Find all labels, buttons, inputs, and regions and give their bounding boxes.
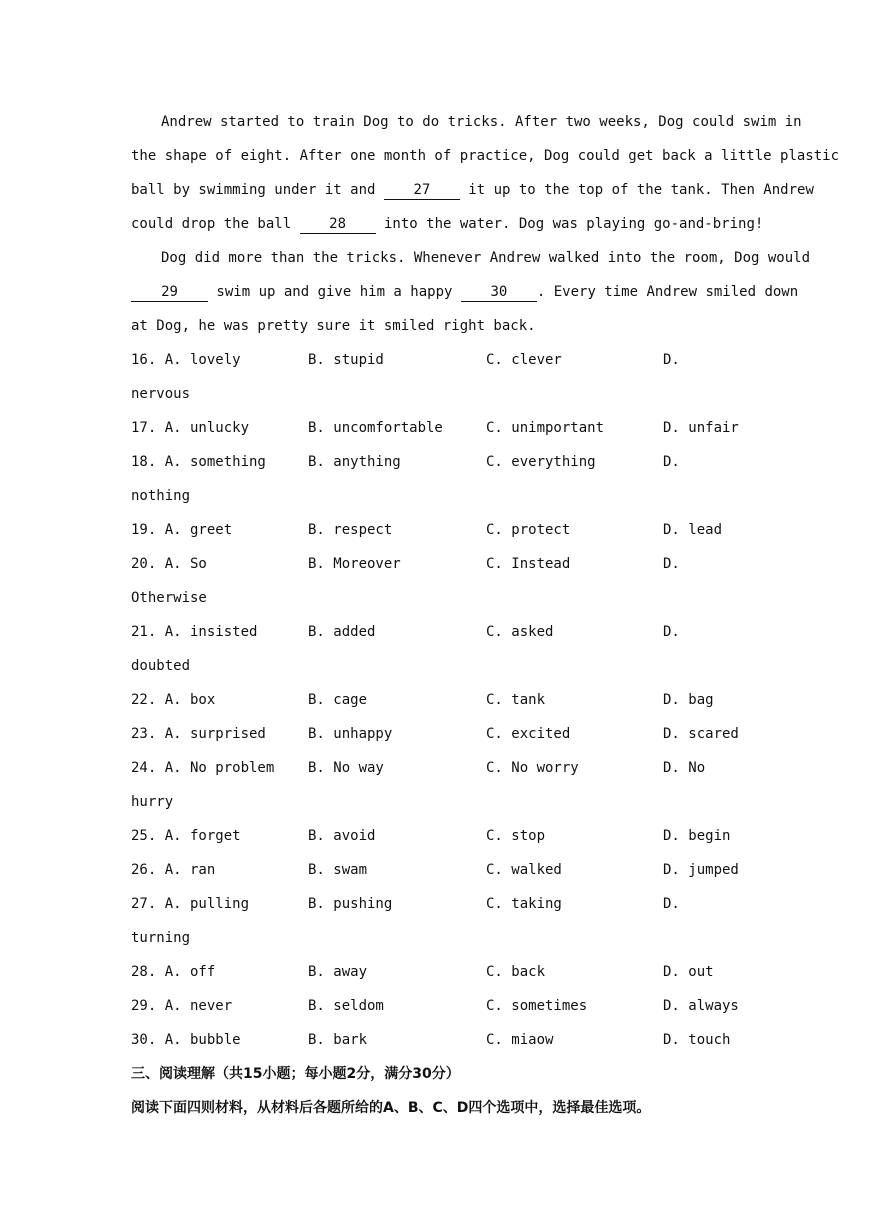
option-c: C. excited bbox=[486, 726, 571, 742]
option-c: C. miaow bbox=[486, 1032, 554, 1048]
question-row bbox=[131, 513, 741, 547]
option-d: D. bag bbox=[663, 692, 714, 708]
question-row bbox=[131, 819, 741, 853]
passage-line: at Dog, he was pretty sure it smiled right back. bbox=[131, 318, 536, 334]
option-d: D. bbox=[663, 624, 680, 640]
option-d-continued: nervous bbox=[131, 386, 191, 402]
section-instruction: 阅读下面四则材料，从材料后各题所给的A、B、C、D四个选项中，选择最佳选项。 bbox=[131, 1100, 651, 1116]
option-c: C. taking bbox=[486, 896, 562, 912]
option-d-continued: doubted bbox=[131, 658, 191, 674]
option-b: B. No way bbox=[308, 760, 384, 776]
option-b: B. Moreover bbox=[308, 556, 401, 572]
option-b: B. added bbox=[308, 624, 376, 640]
passage-text: ball by swimming under it and bbox=[131, 182, 384, 198]
option-d: D. bbox=[663, 896, 680, 912]
option-a: 23. A. surprised bbox=[131, 726, 266, 742]
option-d: D. bbox=[663, 556, 680, 572]
option-c: C. unimportant bbox=[486, 420, 605, 436]
option-a: 19. A. greet bbox=[131, 522, 233, 538]
option-c: C. sometimes bbox=[486, 998, 588, 1014]
option-c: C. No worry bbox=[486, 760, 579, 776]
blank-29: 29 bbox=[131, 283, 208, 302]
question-row bbox=[131, 717, 741, 751]
option-a: 29. A. never bbox=[131, 998, 233, 1014]
option-b: B. pushing bbox=[308, 896, 393, 912]
passage-text: swim up and give him a happy bbox=[208, 284, 461, 300]
option-a: 20. A. So bbox=[131, 556, 207, 572]
option-b: B. away bbox=[308, 964, 368, 980]
option-c: C. tank bbox=[486, 692, 546, 708]
option-d: D. No bbox=[663, 760, 706, 776]
option-a: 24. A. No problem bbox=[131, 760, 275, 776]
option-c: C. protect bbox=[486, 522, 571, 538]
option-c: C. everything bbox=[486, 454, 596, 470]
option-c: C. walked bbox=[486, 862, 562, 878]
question-row bbox=[131, 989, 741, 1023]
option-a: 16. A. lovely bbox=[131, 352, 241, 368]
option-b: B. swam bbox=[308, 862, 368, 878]
option-a: 22. A. box bbox=[131, 692, 216, 708]
passage-line: the shape of eight. After one month of practice, Dog could get back a little plastic bbox=[131, 148, 840, 164]
passage-text: it up to the top of the tank. Then Andrew bbox=[459, 182, 814, 198]
option-a: 27. A. pulling bbox=[131, 896, 250, 912]
option-a: 26. A. ran bbox=[131, 862, 216, 878]
option-b: B. stupid bbox=[308, 352, 384, 368]
option-c: C. Instead bbox=[486, 556, 571, 572]
option-b: B. cage bbox=[308, 692, 368, 708]
question-row bbox=[131, 955, 741, 989]
option-d: D. bbox=[663, 352, 680, 368]
option-d: D. out bbox=[663, 964, 714, 980]
question-row bbox=[131, 853, 741, 887]
option-a: 17. A. unlucky bbox=[131, 420, 250, 436]
option-c: C. stop bbox=[486, 828, 546, 844]
question-row bbox=[131, 887, 741, 921]
option-d-continued: hurry bbox=[131, 794, 174, 810]
question-row bbox=[131, 615, 741, 649]
option-c: C. clever bbox=[486, 352, 562, 368]
option-d: D. begin bbox=[663, 828, 731, 844]
option-c: C. asked bbox=[486, 624, 554, 640]
option-d: D. lead bbox=[663, 522, 723, 538]
passage-line bbox=[131, 207, 764, 241]
option-d: D. unfair bbox=[663, 420, 739, 436]
option-c: C. back bbox=[486, 964, 546, 980]
option-d: D. scared bbox=[663, 726, 739, 742]
section-heading: 三、阅读理解（共15小题；每小题2分，满分30分） bbox=[131, 1066, 460, 1082]
option-a: 28. A. off bbox=[131, 964, 216, 980]
option-b: B. respect bbox=[308, 522, 393, 538]
option-d: D. jumped bbox=[663, 862, 739, 878]
question-row bbox=[131, 751, 741, 785]
question-row bbox=[131, 1023, 741, 1057]
question-row bbox=[131, 547, 741, 581]
option-b: B. anything bbox=[308, 454, 401, 470]
passage-line: Andrew started to train Dog to do tricks. After two weeks, Dog could swim in bbox=[161, 114, 802, 130]
option-b: B. unhappy bbox=[308, 726, 393, 742]
blank-28: 28 bbox=[300, 215, 376, 234]
option-d: D. always bbox=[663, 998, 739, 1014]
passage-line bbox=[131, 275, 799, 309]
option-a: 25. A. forget bbox=[131, 828, 241, 844]
option-a: 21. A. insisted bbox=[131, 624, 258, 640]
document-page bbox=[131, 105, 840, 1125]
passage-text: could drop the ball bbox=[131, 216, 300, 232]
option-b: B. uncomfortable bbox=[308, 420, 443, 436]
option-d-continued: nothing bbox=[131, 488, 191, 504]
option-b: B. seldom bbox=[308, 998, 384, 1014]
question-list bbox=[131, 343, 741, 1057]
option-d-continued: Otherwise bbox=[131, 590, 207, 606]
question-row bbox=[131, 343, 741, 377]
passage bbox=[131, 105, 840, 343]
passage-text: . Every time Andrew smiled down bbox=[536, 284, 799, 300]
option-d-continued: turning bbox=[131, 930, 191, 946]
passage-text: into the water. Dog was playing go-and-bring! bbox=[375, 216, 764, 232]
option-b: B. bark bbox=[308, 1032, 368, 1048]
option-a: 18. A. something bbox=[131, 454, 266, 470]
passage-line: Dog did more than the tricks. Whenever Andrew walked into the room, Dog would bbox=[161, 250, 811, 266]
question-row bbox=[131, 411, 741, 445]
passage-line bbox=[131, 173, 814, 207]
question-row bbox=[131, 683, 741, 717]
option-d: D. bbox=[663, 454, 680, 470]
blank-30: 30 bbox=[461, 283, 537, 302]
option-a: 30. A. bubble bbox=[131, 1032, 241, 1048]
option-d: D. touch bbox=[663, 1032, 731, 1048]
question-row bbox=[131, 445, 741, 479]
option-b: B. avoid bbox=[308, 828, 376, 844]
blank-27: 27 bbox=[384, 181, 460, 200]
